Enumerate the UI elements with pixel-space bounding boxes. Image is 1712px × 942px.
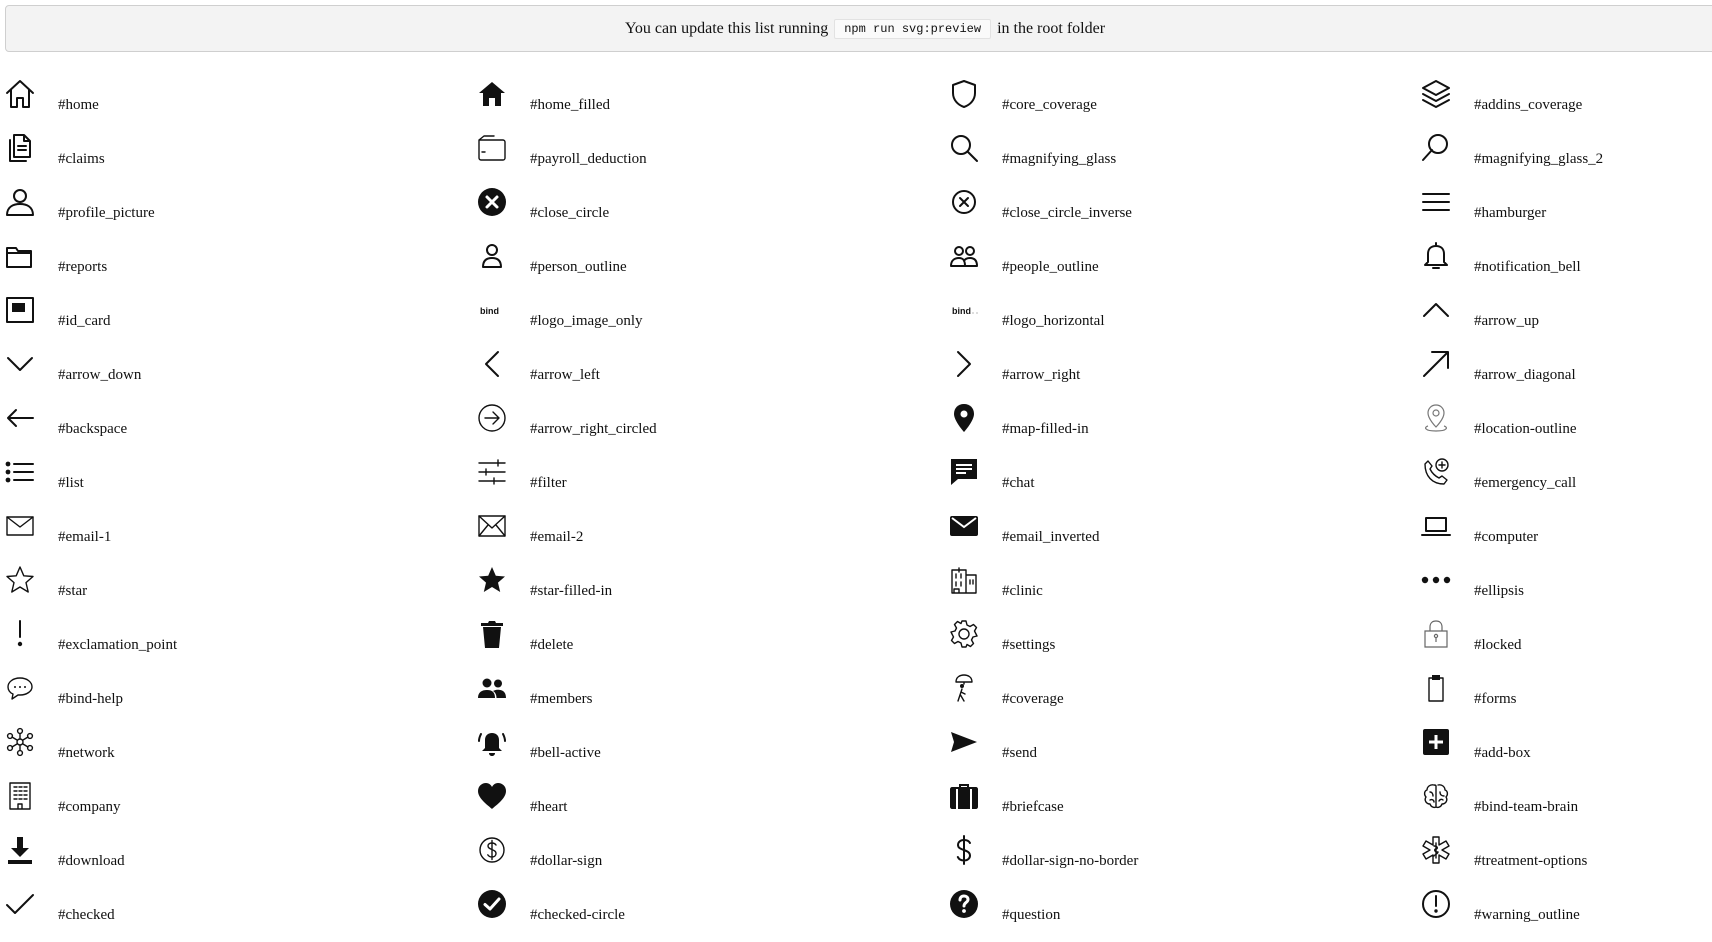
email-2-icon <box>476 510 508 542</box>
icon-label: #backspace <box>58 421 128 437</box>
icon-entry <box>1416 178 1712 232</box>
icon-label: #star <box>58 583 88 599</box>
icon-label: #arrow_up <box>1474 313 1539 329</box>
clipboard-icon <box>1420 672 1452 704</box>
icon-entry <box>944 610 1416 664</box>
computer-icon <box>1420 510 1452 542</box>
icon-entry <box>1416 826 1712 880</box>
icon-entry <box>1416 394 1712 448</box>
star-icon <box>4 564 36 596</box>
icon-label: #close_circle_inverse <box>1002 205 1132 221</box>
icon-entry <box>944 826 1416 880</box>
icon-entry <box>1416 286 1712 340</box>
icon-entry <box>1416 124 1712 178</box>
icon-entry <box>0 502 472 556</box>
backspace-icon <box>4 402 36 434</box>
icon-entry <box>0 718 472 772</box>
icon-entry <box>944 340 1416 394</box>
icon-entry <box>944 664 1416 718</box>
icon-entry <box>1416 880 1712 934</box>
icon-label: #list <box>58 475 84 491</box>
icon-entry <box>944 502 1416 556</box>
icon-label: #logo_horizontal <box>1002 313 1105 329</box>
icon-label: #bell-active <box>530 745 601 761</box>
icon-entry <box>944 718 1416 772</box>
home-filled-icon <box>476 78 508 110</box>
icon-entry <box>0 178 472 232</box>
icon-label: #clinic <box>1002 583 1043 599</box>
icon-label: #coverage <box>1002 691 1064 707</box>
icon-entry <box>0 448 472 502</box>
magnifying-glass-icon <box>948 132 980 164</box>
icon-label: #dollar-sign-no-border <box>1002 853 1139 869</box>
magnifying-glass-2-icon <box>1420 132 1452 164</box>
icon-label: #close_circle <box>530 205 610 221</box>
emergency-call-icon <box>1420 456 1452 488</box>
svg-text:bind: bind <box>952 306 971 316</box>
icon-entry <box>944 772 1416 826</box>
icon-label: #home_filled <box>530 97 610 113</box>
icon-entry <box>0 232 472 286</box>
icon-entry <box>944 880 1416 934</box>
icon-entry <box>944 286 1416 340</box>
icon-entry <box>0 70 472 124</box>
icon-label: #reports <box>58 259 108 275</box>
dollar-circle-icon <box>476 834 508 866</box>
icon-entry <box>472 178 944 232</box>
icon-entry <box>1416 340 1712 394</box>
icon-entry <box>1416 70 1712 124</box>
warning-outline-icon <box>1420 888 1452 920</box>
icon-label: #email-2 <box>530 529 584 545</box>
icon-label: #claims <box>58 151 105 167</box>
wallet-icon <box>476 132 508 164</box>
help-bubble-icon <box>4 672 36 704</box>
id-card-icon <box>4 294 36 326</box>
icon-label: #warning_outline <box>1474 907 1580 923</box>
close-circle-inverse-icon <box>948 186 980 218</box>
icon-label: #logo_image_only <box>530 313 643 329</box>
icon-label: #star-filled-in <box>530 583 613 599</box>
person-outline-icon <box>476 240 508 272</box>
check-circle-icon <box>476 888 508 920</box>
icon-entry <box>944 178 1416 232</box>
gear-icon <box>948 618 980 650</box>
icon-label: #id_card <box>58 313 111 329</box>
add-box-icon <box>1420 726 1452 758</box>
icon-label: #arrow_left <box>530 367 600 383</box>
icon-label: #emergency_call <box>1474 475 1577 491</box>
info-banner <box>5 5 1712 52</box>
icon-label: #email-1 <box>58 529 112 545</box>
icon-entry <box>1416 502 1712 556</box>
icon-entry <box>0 880 472 934</box>
icon-label: #addins_coverage <box>1474 97 1583 113</box>
banner-text-before: You can update this list running <box>624 19 829 37</box>
icon-entry <box>1416 448 1712 502</box>
icon-label: #ellipsis <box>1474 583 1525 599</box>
icon-label: #bind-help <box>58 691 123 707</box>
icon-entry <box>0 664 472 718</box>
icon-entry <box>0 772 472 826</box>
arrow-down-icon <box>4 348 36 380</box>
question-icon <box>948 888 980 920</box>
check-icon <box>4 888 36 920</box>
icon-entry <box>472 394 944 448</box>
home-icon <box>4 78 36 110</box>
dollar-icon <box>948 834 980 866</box>
icon-entry <box>1416 610 1712 664</box>
close-circle-icon <box>476 186 508 218</box>
email-1-icon <box>4 510 36 542</box>
icon-label: #members <box>530 691 593 707</box>
icon-entry <box>0 610 472 664</box>
icon-label: #magnifying_glass <box>1002 151 1117 167</box>
logo-horizontal-icon <box>948 294 980 326</box>
icon-label: #company <box>58 799 121 815</box>
icon-label: #checked-circle <box>530 907 625 923</box>
people-outline-icon <box>948 240 980 272</box>
icon-entry <box>1416 232 1712 286</box>
icon-entry <box>472 772 944 826</box>
icon-entry <box>472 610 944 664</box>
heart-icon <box>476 780 508 812</box>
logo-image-only-icon <box>476 294 508 326</box>
icon-label: #dollar-sign <box>530 853 603 869</box>
briefcase-icon <box>948 780 980 812</box>
ellipsis-icon <box>1420 564 1452 596</box>
icon-entry <box>472 286 944 340</box>
icon-entry <box>944 124 1416 178</box>
banner-text-after: in the root folder <box>997 19 1106 37</box>
network-icon <box>4 726 36 758</box>
bell-active-icon <box>476 726 508 758</box>
arrow-diagonal-icon <box>1420 348 1452 380</box>
icon-label: #person_outline <box>530 259 627 275</box>
icon-label: #hamburger <box>1474 205 1547 221</box>
icon-label: #forms <box>1474 691 1517 707</box>
icon-label: #download <box>58 853 125 869</box>
icon-label: #question <box>1002 907 1061 923</box>
download-icon <box>4 834 36 866</box>
icon-label: #arrow_right_circled <box>530 421 657 437</box>
icon-entry <box>0 394 472 448</box>
icon-entry <box>1416 556 1712 610</box>
star-filled-icon <box>476 564 508 596</box>
icon-label: #settings <box>1002 637 1056 653</box>
location-outline-icon <box>1420 402 1452 434</box>
icon-entry <box>1416 664 1712 718</box>
icon-entry <box>944 556 1416 610</box>
icon-label: #treatment-options <box>1474 853 1588 869</box>
icon-entry <box>472 232 944 286</box>
icon-label: #core_coverage <box>1002 97 1097 113</box>
icon-entry <box>1416 718 1712 772</box>
map-pin-filled-icon <box>948 402 980 434</box>
lock-icon <box>1420 618 1452 650</box>
members-icon <box>476 672 508 704</box>
icon-label: #locked <box>1474 637 1522 653</box>
icon-label: #home <box>58 97 99 113</box>
send-icon <box>948 726 980 758</box>
filter-icon <box>476 456 508 488</box>
icon-entry <box>0 556 472 610</box>
icon-label: #delete <box>530 637 574 653</box>
icon-entry <box>472 826 944 880</box>
icon-label: #arrow_diagonal <box>1474 367 1576 383</box>
icon-label: #bind-team-brain <box>1474 799 1579 815</box>
folder-icon <box>4 240 36 272</box>
hamburger-icon <box>1420 186 1452 218</box>
icon-entry <box>472 448 944 502</box>
icon-label: #network <box>58 745 115 761</box>
building-icon <box>4 780 36 812</box>
icon-entry <box>944 232 1416 286</box>
icon-label: #people_outline <box>1002 259 1099 275</box>
icon-entry <box>472 718 944 772</box>
icon-label: #notification_bell <box>1474 259 1581 275</box>
exclamation-icon <box>4 618 36 650</box>
icon-entry <box>472 70 944 124</box>
icon-entry <box>944 70 1416 124</box>
shield-icon <box>948 78 980 110</box>
icon-entry <box>0 826 472 880</box>
icon-entry <box>472 340 944 394</box>
umbrella-person-icon <box>948 672 980 704</box>
icon-label: #map-filled-in <box>1002 421 1089 437</box>
email-inverted-icon <box>948 510 980 542</box>
icon-entry <box>472 664 944 718</box>
profile-icon <box>4 186 36 218</box>
icon-label: #magnifying_glass_2 <box>1474 151 1604 167</box>
chat-icon <box>948 456 980 488</box>
icon-label: #checked <box>58 907 115 923</box>
icon-entry <box>472 124 944 178</box>
icon-label: #send <box>1002 745 1037 761</box>
arrow-right-icon <box>948 348 980 380</box>
icon-label: #heart <box>530 799 568 815</box>
icon-label: #arrow_down <box>58 367 142 383</box>
brain-icon <box>1420 780 1452 812</box>
icon-entry <box>0 124 472 178</box>
banner-command: npm run svg:preview <box>834 19 991 39</box>
icon-entry <box>472 880 944 934</box>
layers-icon <box>1420 78 1452 110</box>
documents-icon <box>4 132 36 164</box>
icon-entry <box>1416 772 1712 826</box>
icon-label: #briefcase <box>1002 799 1064 815</box>
icon-label: #arrow_right <box>1002 367 1081 383</box>
clinic-icon <box>948 564 980 596</box>
icon-label: #email_inverted <box>1002 529 1100 545</box>
icon-entry <box>944 394 1416 448</box>
medical-star-icon <box>1420 834 1452 866</box>
icon-label: #chat <box>1002 475 1035 491</box>
icon-label: #exclamation_point <box>58 637 178 653</box>
arrow-up-icon <box>1420 294 1452 326</box>
icon-entry <box>0 286 472 340</box>
icon-label: #location-outline <box>1474 421 1577 437</box>
icon-label: #profile_picture <box>58 205 155 221</box>
bell-icon <box>1420 240 1452 272</box>
icon-grid <box>0 70 1712 934</box>
arrow-left-icon <box>476 348 508 380</box>
list-icon <box>4 456 36 488</box>
icon-entry <box>0 340 472 394</box>
trash-icon <box>476 618 508 650</box>
icon-label: #filter <box>530 475 567 491</box>
arrow-right-circled-icon <box>476 402 508 434</box>
icon-entry <box>472 502 944 556</box>
icon-label: #add-box <box>1474 745 1531 761</box>
icon-entry <box>944 448 1416 502</box>
svg-text:bind: bind <box>480 306 499 316</box>
icon-label: #computer <box>1474 529 1539 545</box>
icon-entry <box>472 556 944 610</box>
icon-label: #payroll_deduction <box>530 151 647 167</box>
